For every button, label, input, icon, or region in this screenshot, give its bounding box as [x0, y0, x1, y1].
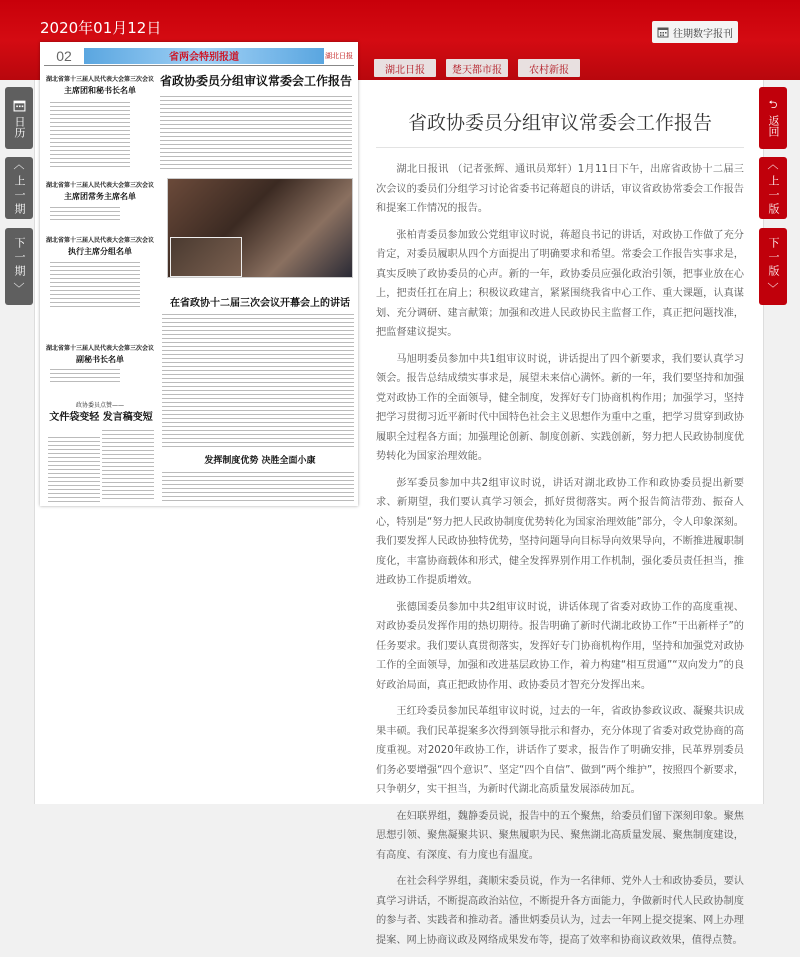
return-label: 返回	[767, 115, 781, 138]
article-paragraph: 马旭明委员参加中共1组审议时说，讲话提出了四个新要求，我们要认真学习领会。报告总结成绩实事求是，展望未来信心满怀。新的一年，我们要坚持和加强党对政协工作的全面领导，健全制度，发挥好专门协商机构作用；加强学习，坚持把学习贯彻习近平新时代中国特色社会主义思想作为重中之重，把学习贯穿到政协履职全过程各方面；加强理论创新、制度创新、实践创新，努力把人民政协制度优势转化为国家治理效能。	[376, 353, 744, 462]
article-paragraph: 彭军委员参加中共2组审议时说，讲话对湖北政协工作和政协委员提出新要求、新期望，我们要认真学习领会，抓好贯彻落实。两个报告简洁带劲、振奋人心，特别是“努力把人民政协制度优势转化为国家治理效能”部分，令人印象深刻。我们要发挥人民政协独特优势，坚持问题导向目标导向效果导向，不断推进履职制度化，丰富协商载体和形式，健全发挥界别作用工作机制，强化委员责任担当，推进政协工作提质增效。	[376, 477, 744, 586]
previous-page-label: 上一版	[767, 175, 781, 218]
article-title: 省政协委员分组审议常委会工作报告	[376, 108, 744, 148]
newspaper-logo: 湖北日报	[325, 51, 353, 60]
previous-issue-button[interactable]	[5, 157, 33, 219]
list-kicker: 湖北省第十三届人民代表大会第三次会议	[45, 182, 154, 189]
tab-chutian-metro[interactable]: 楚天都市报	[446, 59, 508, 77]
page-number: 02	[56, 47, 72, 64]
article-paragraph: 王红玲委员参加民革组审议时说，过去的一年，省政协参政议政、凝聚共识成果丰硕。我们民革提案多次得到领导批示和督办，充分体现了省委对政党协商的高度重视。对2020年政协工作，讲话作了要求，报告作了明确安排，民革界别委员们务必要增强“四个意识”、坚定“四个自信”、做到“两个维护”，按照四个新要求，只争朝夕，实干担当，为新时代湖北高质量发展添砖加瓦。	[376, 706, 744, 795]
chevron-down-icon: ﹀	[13, 282, 25, 296]
chevron-up-icon: ︿	[13, 157, 25, 171]
article-paragraph: 在社会科学界组，龚顺宋委员说，作为一名律师、党外人士和政协委员，要认真学习讲话，不断提高政治站位，不断提升各方面能力，争做新时代人民政协制度的参与者、实践者和推动者。潘世炳委员认为，过去一年网上提交提案、网上办理提案、网上协商议政及网络成果发布等，提高了效率和协商议政效果，值得点赞。	[376, 876, 744, 946]
thumb-headline[interactable]: 省政协委员分组审议常委会工作报告	[160, 74, 353, 88]
list-title[interactable]: 主席团常务主席名单	[64, 191, 136, 201]
list-title[interactable]: 主席团和秘书长名单	[64, 85, 136, 95]
meeting-photo-inset	[170, 237, 242, 277]
previous-issue-label: 上一期	[13, 175, 27, 218]
calendar-button[interactable]	[5, 87, 33, 149]
next-page-label: 下一版	[767, 237, 781, 280]
article-paragraph: 在妇联界组，魏静委员说，报告中的五个聚焦，给委员们留下深刻印象。聚焦思想引领、聚焦凝聚共识、聚焦履职为民、聚焦湖北高质量发展、聚焦制度建设，有高度、有深度、有力度也有温度。	[376, 810, 744, 861]
speech-subtitle[interactable]: 发挥制度优势 决胜全面小康	[204, 456, 316, 466]
chevron-up-icon: ︿	[767, 157, 779, 171]
return-icon: ⮌	[768, 97, 778, 111]
newspaper-page-thumbnail[interactable]	[40, 42, 358, 506]
feature-title[interactable]: 文件袋变轻 发言稿变短	[49, 412, 153, 423]
tab-rural-news[interactable]: 农村新报	[518, 59, 580, 77]
next-page-button[interactable]	[759, 228, 787, 305]
banner: 省两会特别报道	[84, 48, 324, 64]
feature-kicker: 政协委员点赞——	[75, 402, 124, 409]
past-issues-button[interactable]	[652, 21, 738, 43]
previous-page-button[interactable]	[759, 157, 787, 219]
calendar-icon	[657, 26, 669, 38]
list-kicker: 湖北省第十三届人民代表大会第三次会议	[45, 345, 154, 352]
next-issue-button[interactable]	[5, 228, 33, 305]
article-paragraph: 张柏青委员参加致公党组审议时说，蒋超良书记的讲话，对政协工作做了充分肯定，对委员履职从四个方面提出了明确要求和希望。常委会工作报告实事求是，真实反映了政协委员的心声。新的一年，政协委员应强化政治引领，把事业放在心上，把责任扛在肩上；积极议政建言，紧紧围绕我省中心工作、重大课题，认真谋划、充分调研、建言献策；加强和改进人民政协民主监督工作，真正把问题找准，把监督建议提实。	[376, 229, 744, 338]
tab-hubei-daily[interactable]: 湖北日报	[374, 59, 436, 77]
calendar-icon	[13, 99, 26, 112]
chevron-down-icon: ﹀	[767, 282, 779, 296]
past-issues-label: 往期数字报刊	[673, 28, 733, 40]
list-kicker: 湖北省第十三届人民代表大会第三次会议	[45, 76, 154, 83]
calendar-label: 日历	[13, 115, 27, 138]
list-kicker: 湖北省第十三届人民代表大会第三次会议	[45, 237, 154, 244]
list-title[interactable]: 执行主席分组名单	[68, 246, 132, 256]
article-paragraph: 湖北日报讯 （记者张辉、通讯员郑轩）1月11日下午，出席省政协十二届三次会议的委员们分组学习讨论省委书记蒋超良的讲话，审议省政协常委会工作报告和提案工作情况的报告。	[376, 164, 744, 214]
speech-title[interactable]: 在省政协十二届三次会议开幕会上的讲话	[170, 298, 350, 309]
article-paragraph: 张德国委员参加中共2组审议时说，讲话体现了省委对政协工作的高度重视、对政协委员发挥作用的热切期待。报告明确了新时代湖北政协工作“干出新样子”的任务要求。我们要认真贯彻落实，发挥好专门协商机构作用，坚持和加强党对政协工作的全面领导，加强和改进基层政协工作，着力构建“相互贯通”“双向发力”的良好政治局面，真正把政协作用、政协委员才智充分发挥出来。	[376, 601, 744, 691]
return-button[interactable]	[759, 87, 787, 149]
issue-date: 2020年01月12日	[40, 19, 162, 37]
list-title[interactable]: 副秘书长名单	[76, 354, 124, 364]
next-issue-label: 下一期	[13, 237, 27, 280]
article	[376, 108, 744, 957]
